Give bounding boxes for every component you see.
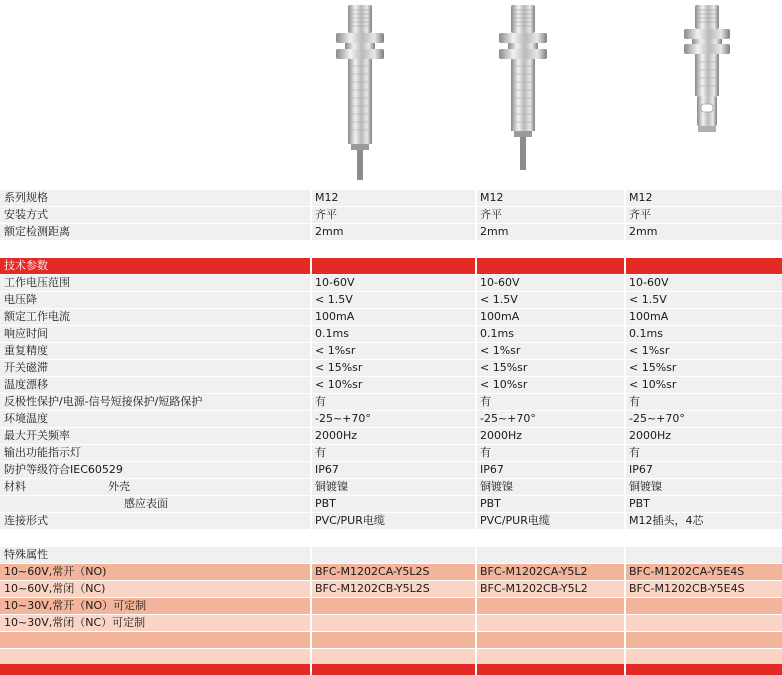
table-row — [0, 411, 782, 428]
spacer-row — [0, 530, 782, 547]
table-row — [0, 309, 782, 326]
row-value: < 15%sr — [626, 360, 782, 376]
row-value: M12插头，4芯 — [626, 513, 782, 529]
row-label: 开关磁滞 — [0, 360, 310, 376]
row-value: 有 — [477, 445, 624, 461]
table-row — [0, 224, 782, 241]
row-label: 额定工作电流 — [0, 309, 310, 325]
table-row — [0, 513, 782, 530]
bottom-bar — [0, 664, 782, 675]
table-row — [0, 377, 782, 394]
section-header-tech — [0, 258, 782, 275]
row-value — [626, 547, 782, 563]
row-value: BFC-M1202CB-Y5L2 — [477, 581, 624, 597]
row-value: BFC-M1202CB-Y5L2S — [312, 581, 475, 597]
product-images — [0, 0, 782, 190]
row-value — [312, 598, 475, 614]
order-row — [0, 598, 782, 615]
row-label: 连接形式 — [0, 513, 310, 529]
table-row — [0, 275, 782, 292]
row-value — [312, 241, 475, 257]
row-value: < 1.5V — [626, 292, 782, 308]
table-row — [0, 479, 782, 496]
row-value — [477, 530, 624, 546]
row-value: -25~+70° — [626, 411, 782, 427]
row-label: 系列规格 — [0, 190, 310, 206]
row-label — [0, 241, 310, 257]
order-row — [0, 581, 782, 598]
row-value — [626, 241, 782, 257]
row-label: 防护等级符合IEC60529 — [0, 462, 310, 478]
row-value — [477, 649, 624, 665]
row-value: < 10%sr — [477, 377, 624, 393]
row-value: 0.1ms — [626, 326, 782, 342]
row-value — [312, 649, 475, 665]
row-value: 齐平 — [626, 207, 782, 223]
row-value — [477, 615, 624, 631]
row-value: 齐平 — [312, 207, 475, 223]
row-value — [626, 632, 782, 648]
table-row — [0, 326, 782, 343]
row-label: 技术参数 — [0, 258, 310, 274]
row-value: BFC-M1202CA-Y5L2 — [477, 564, 624, 580]
row-value: PBT — [626, 496, 782, 512]
table-row — [0, 428, 782, 445]
row-value: 2mm — [312, 224, 475, 240]
row-value — [477, 547, 624, 563]
table-row — [0, 207, 782, 224]
order-row — [0, 615, 782, 632]
row-value: 10-60V — [626, 275, 782, 291]
row-value: PBT — [312, 496, 475, 512]
table-row — [0, 190, 782, 207]
row-value: 有 — [626, 394, 782, 410]
row-value: 2000Hz — [626, 428, 782, 444]
sensor-cable-2-image — [488, 0, 558, 180]
row-value: 10-60V — [312, 275, 475, 291]
row-value — [477, 632, 624, 648]
row-label — [0, 649, 310, 665]
section-header-special — [0, 547, 782, 564]
row-label: 最大开关频率 — [0, 428, 310, 444]
row-value: < 1%sr — [626, 343, 782, 359]
row-value: 100mA — [312, 309, 475, 325]
row-value: 铜镀镍 — [477, 479, 624, 495]
row-value: 铜镀镍 — [626, 479, 782, 495]
row-value: < 10%sr — [312, 377, 475, 393]
row-value: < 15%sr — [477, 360, 624, 376]
row-value: 有 — [312, 445, 475, 461]
row-value: 0.1ms — [312, 326, 475, 342]
row-label: 10~60V,常闭（NC) — [0, 581, 310, 597]
row-value: IP67 — [477, 462, 624, 478]
row-label: 反极性保护/电源-信号短接保护/短路保护 — [0, 394, 310, 410]
row-value: 100mA — [626, 309, 782, 325]
table-row — [0, 496, 782, 513]
row-label: 材料 外壳 — [0, 479, 310, 495]
row-value — [626, 649, 782, 665]
row-value: PVC/PUR电缆 — [312, 513, 475, 529]
row-value — [312, 632, 475, 648]
row-value — [626, 598, 782, 614]
row-label: 特殊属性 — [0, 547, 310, 563]
table-row — [0, 462, 782, 479]
row-value: < 10%sr — [626, 377, 782, 393]
table-row — [0, 292, 782, 309]
row-value — [477, 598, 624, 614]
row-value: 2mm — [477, 224, 624, 240]
row-value: IP67 — [312, 462, 475, 478]
table-row — [0, 445, 782, 462]
row-value — [312, 547, 475, 563]
row-value: 齐平 — [477, 207, 624, 223]
row-value — [312, 530, 475, 546]
spacer-row — [0, 241, 782, 258]
row-value: 10-60V — [477, 275, 624, 291]
row-value — [626, 258, 782, 274]
row-value: < 15%sr — [312, 360, 475, 376]
row-value — [477, 258, 624, 274]
row-label: 额定检测距离 — [0, 224, 310, 240]
row-label: 温度漂移 — [0, 377, 310, 393]
sensor-cable-1-image — [325, 0, 395, 180]
row-value: BFC-M1202CA-Y5L2S — [312, 564, 475, 580]
sensor-plug-3-image — [672, 0, 742, 140]
row-value: BFC-M1202CA-Y5E4S — [626, 564, 782, 580]
empty-row — [0, 632, 782, 649]
row-sublabel: 外壳 — [108, 480, 130, 493]
row-value: < 1.5V — [312, 292, 475, 308]
row-label: 环境温度 — [0, 411, 310, 427]
row-value: < 1%sr — [312, 343, 475, 359]
row-value: < 1%sr — [477, 343, 624, 359]
row-value: M12 — [626, 190, 782, 206]
row-value: PVC/PUR电缆 — [477, 513, 624, 529]
row-value: -25~+70° — [312, 411, 475, 427]
row-label: 10~30V,常闭（NC）可定制 — [0, 615, 310, 631]
row-label: 重复精度 — [0, 343, 310, 359]
row-value: BFC-M1202CB-Y5E4S — [626, 581, 782, 597]
row-value: 2mm — [626, 224, 782, 240]
row-value — [626, 615, 782, 631]
row-label: 工作电压范围 — [0, 275, 310, 291]
row-value: 有 — [477, 394, 624, 410]
row-value: 2000Hz — [477, 428, 624, 444]
row-value: < 1.5V — [477, 292, 624, 308]
row-label: 响应时间 — [0, 326, 310, 342]
order-row — [0, 564, 782, 581]
table-row — [0, 394, 782, 411]
row-value: 有 — [626, 445, 782, 461]
row-value — [312, 258, 475, 274]
row-value — [477, 241, 624, 257]
row-label: 10~60V,常开（NO) — [0, 564, 310, 580]
row-value: 有 — [312, 394, 475, 410]
row-value: M12 — [312, 190, 475, 206]
spec-table — [0, 190, 782, 666]
row-value: PBT — [477, 496, 624, 512]
row-sublabel: 感应表面 — [124, 497, 168, 510]
row-label: 输出功能指示灯 — [0, 445, 310, 461]
row-value: 铜镀镍 — [312, 479, 475, 495]
row-value: 0.1ms — [477, 326, 624, 342]
row-label — [0, 530, 310, 546]
row-value — [626, 530, 782, 546]
row-label: 10~30V,常开（NO）可定制 — [0, 598, 310, 614]
row-value: -25~+70° — [477, 411, 624, 427]
row-label: 安装方式 — [0, 207, 310, 223]
row-value: M12 — [477, 190, 624, 206]
row-value: 2000Hz — [312, 428, 475, 444]
row-label — [0, 496, 310, 512]
row-value: IP67 — [626, 462, 782, 478]
row-value: 100mA — [477, 309, 624, 325]
table-row — [0, 343, 782, 360]
row-label: 电压降 — [0, 292, 310, 308]
row-label — [0, 632, 310, 648]
table-row — [0, 360, 782, 377]
row-value — [312, 615, 475, 631]
